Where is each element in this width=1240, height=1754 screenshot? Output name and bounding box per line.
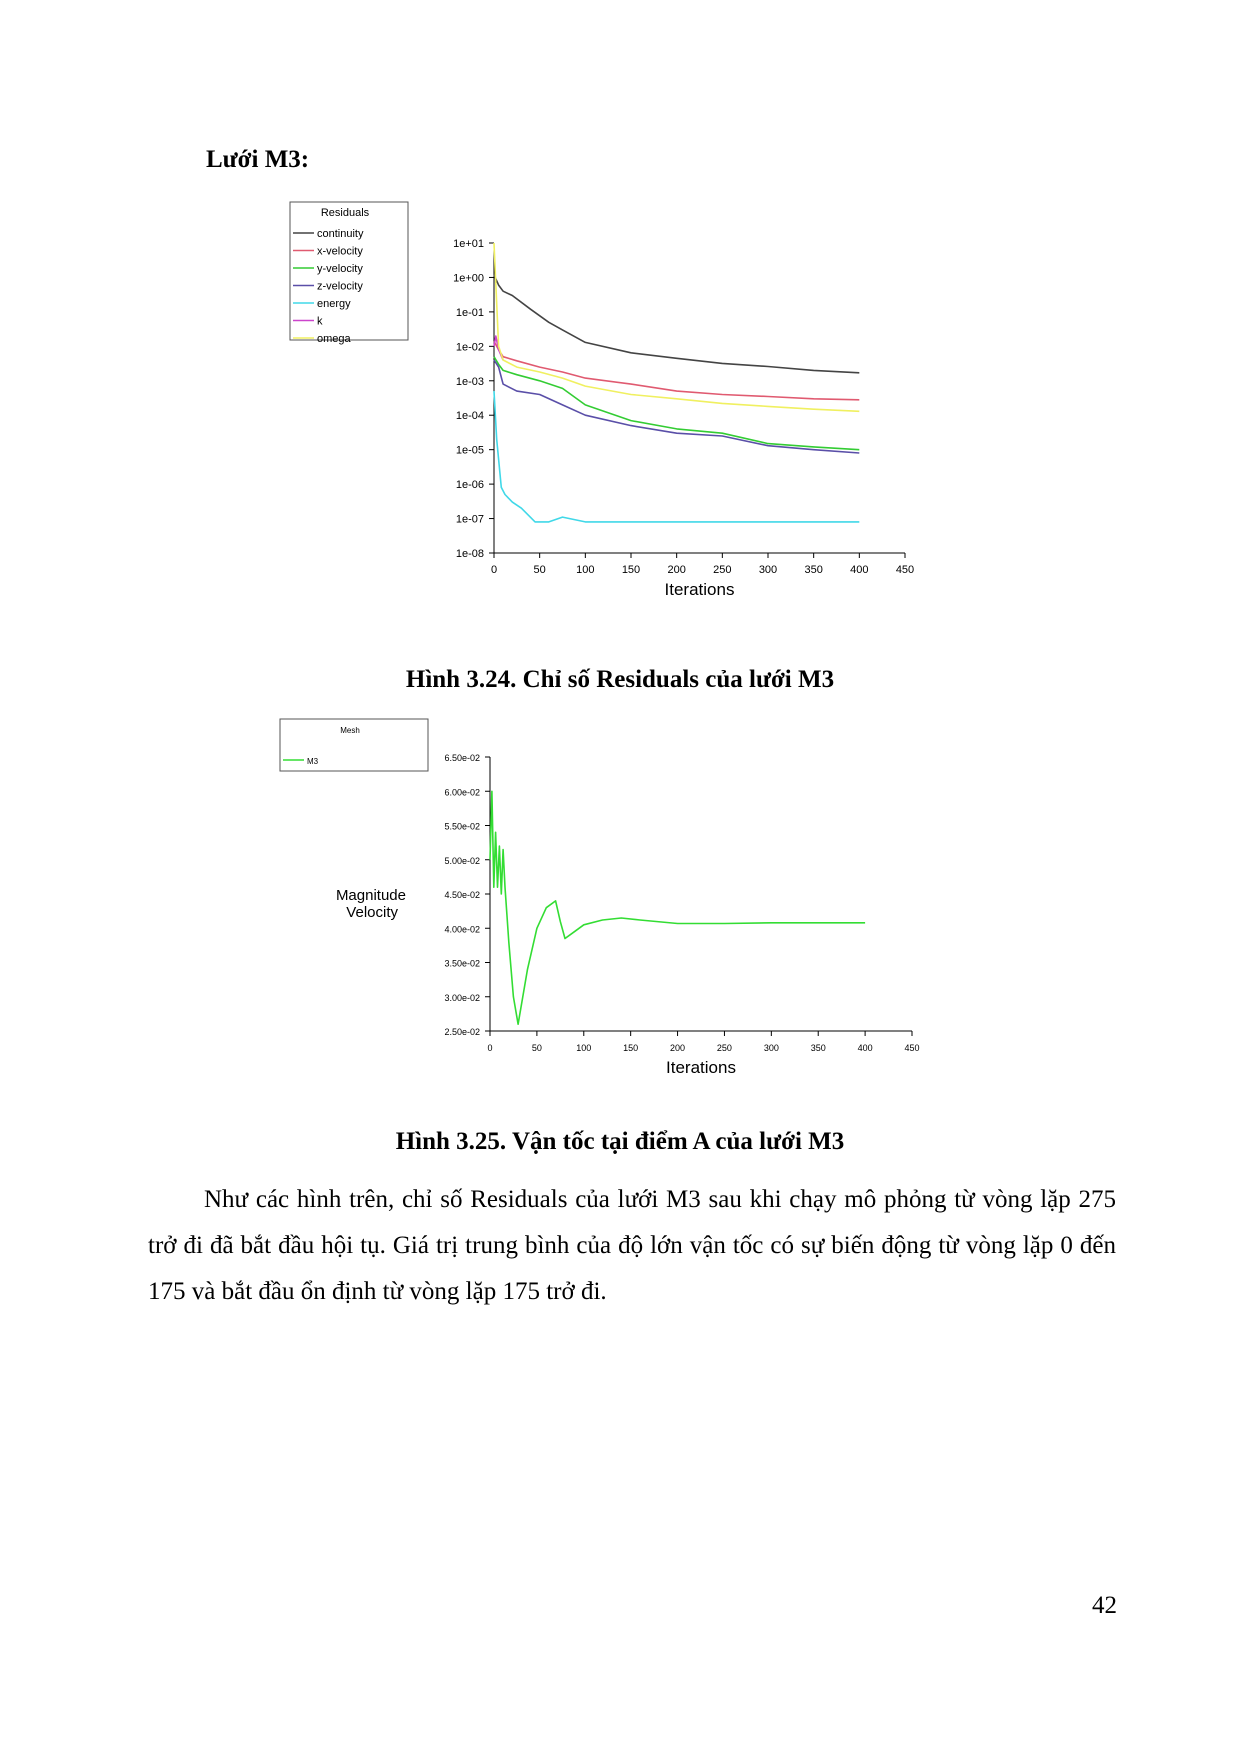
figure-caption-3-24: Hình 3.24. Chỉ số Residuals của lưới M3	[405, 666, 835, 693]
x-tick-label: 450	[895, 564, 915, 576]
y-tick-label: 6.50e-02	[444, 753, 480, 763]
y-axis-title-line: Velocity	[346, 904, 398, 921]
x-tick-label: 250	[716, 1043, 732, 1053]
series-line-x-velocity	[494, 341, 859, 400]
y-tick-label: 4.00e-02	[444, 924, 480, 935]
legend	[290, 202, 408, 345]
legend-label: y-velocity	[317, 263, 363, 275]
y-axis-title-line: Magnitude	[335, 887, 406, 904]
y-tick-label: 6.00e-02	[444, 787, 480, 798]
y-tick-label: 1e-04	[455, 410, 484, 423]
velocity-chart-svg	[270, 715, 950, 1095]
series-line-M3	[490, 791, 865, 1024]
legend-label: omega	[317, 333, 351, 345]
page-number: 42	[1092, 1592, 1117, 1619]
x-tick-label: 0	[490, 564, 498, 576]
legend-label: z-velocity	[317, 280, 363, 293]
legend-label: continuity	[317, 228, 364, 240]
series-line-y-velocity	[494, 357, 859, 450]
x-tick-label: 250	[713, 564, 732, 576]
y-tick-label: 1e+01	[453, 238, 484, 250]
x-tick-label: 450	[904, 1043, 920, 1053]
y-tick-label: 1e+00	[453, 272, 484, 285]
x-tick-label: 100	[576, 1043, 592, 1053]
series-line-energy	[494, 391, 859, 522]
y-tick-label: 1e-07	[455, 513, 484, 526]
x-tick-label: 350	[804, 564, 823, 576]
x-tick-label: 400	[857, 1043, 873, 1053]
x-tick-label: 50	[533, 564, 546, 576]
series-line-omega	[494, 243, 859, 411]
x-tick-label: 150	[621, 564, 641, 576]
x-tick-label: 400	[850, 564, 869, 576]
y-tick-label: 1e-05	[455, 444, 484, 457]
legend-label: k	[317, 315, 323, 328]
y-tick-label: 2.50e-02	[444, 1027, 480, 1037]
y-tick-label: 1e-01	[455, 306, 484, 319]
legend-label: M3	[307, 757, 319, 766]
legend-title: Residuals	[320, 207, 370, 219]
residuals-chart-svg	[280, 195, 940, 615]
x-tick-label: 300	[758, 564, 778, 576]
y-tick-label: 1e-06	[455, 479, 484, 492]
y-tick-label: 1e-08	[455, 548, 484, 560]
y-tick-label: 3.00e-02	[444, 992, 480, 1003]
y-axis-title	[336, 887, 406, 921]
x-tick-label: 100	[576, 564, 595, 576]
y-tick-label: 5.00e-02	[444, 855, 480, 866]
legend	[280, 719, 428, 771]
x-tick-label: 200	[667, 564, 686, 576]
x-tick-label: 0	[487, 1043, 493, 1053]
x-tick-label: 300	[763, 1043, 779, 1053]
legend-label: x-velocity	[317, 245, 363, 258]
series-line-continuity	[494, 275, 859, 373]
x-tick-label: 200	[670, 1043, 686, 1053]
section-heading: Lưới M3:	[206, 146, 310, 173]
x-tick-label: 150	[623, 1043, 639, 1053]
residuals-chart	[280, 195, 940, 615]
body-paragraph	[148, 1177, 1116, 1315]
y-tick-label: 4.50e-02	[444, 890, 480, 900]
x-tick-label: 350	[810, 1043, 826, 1053]
figure-caption-3-25: Hình 3.25. Vận tốc tại điểm A của lưới M3	[395, 1128, 845, 1155]
x-axis-title: Iterations	[666, 1058, 736, 1077]
x-tick-label: 50	[531, 1043, 542, 1053]
y-tick-label: 1e-03	[455, 375, 484, 388]
legend-title: Mesh	[340, 726, 360, 735]
legend-label: energy	[317, 298, 351, 310]
y-tick-label: 1e-02	[455, 341, 484, 354]
paragraph-text: Như các hình trên, chỉ số Residuals của lưới M3 sau khi chạy mô phỏng từ vòng lặp 275 trở đi đã bắt đầu hội tụ. Giá trị trung bình của độ lớn vận tốc có sự biến động từ vòng lặp 0 đến 175 và bắt đầu ổn định từ vòng lặp 175 trở đi.	[148, 1186, 1116, 1305]
x-axis-title: Iterations	[664, 580, 735, 599]
y-tick-label: 5.50e-02	[444, 821, 480, 832]
velocity-chart	[270, 715, 950, 1095]
y-tick-label: 3.50e-02	[444, 958, 480, 969]
